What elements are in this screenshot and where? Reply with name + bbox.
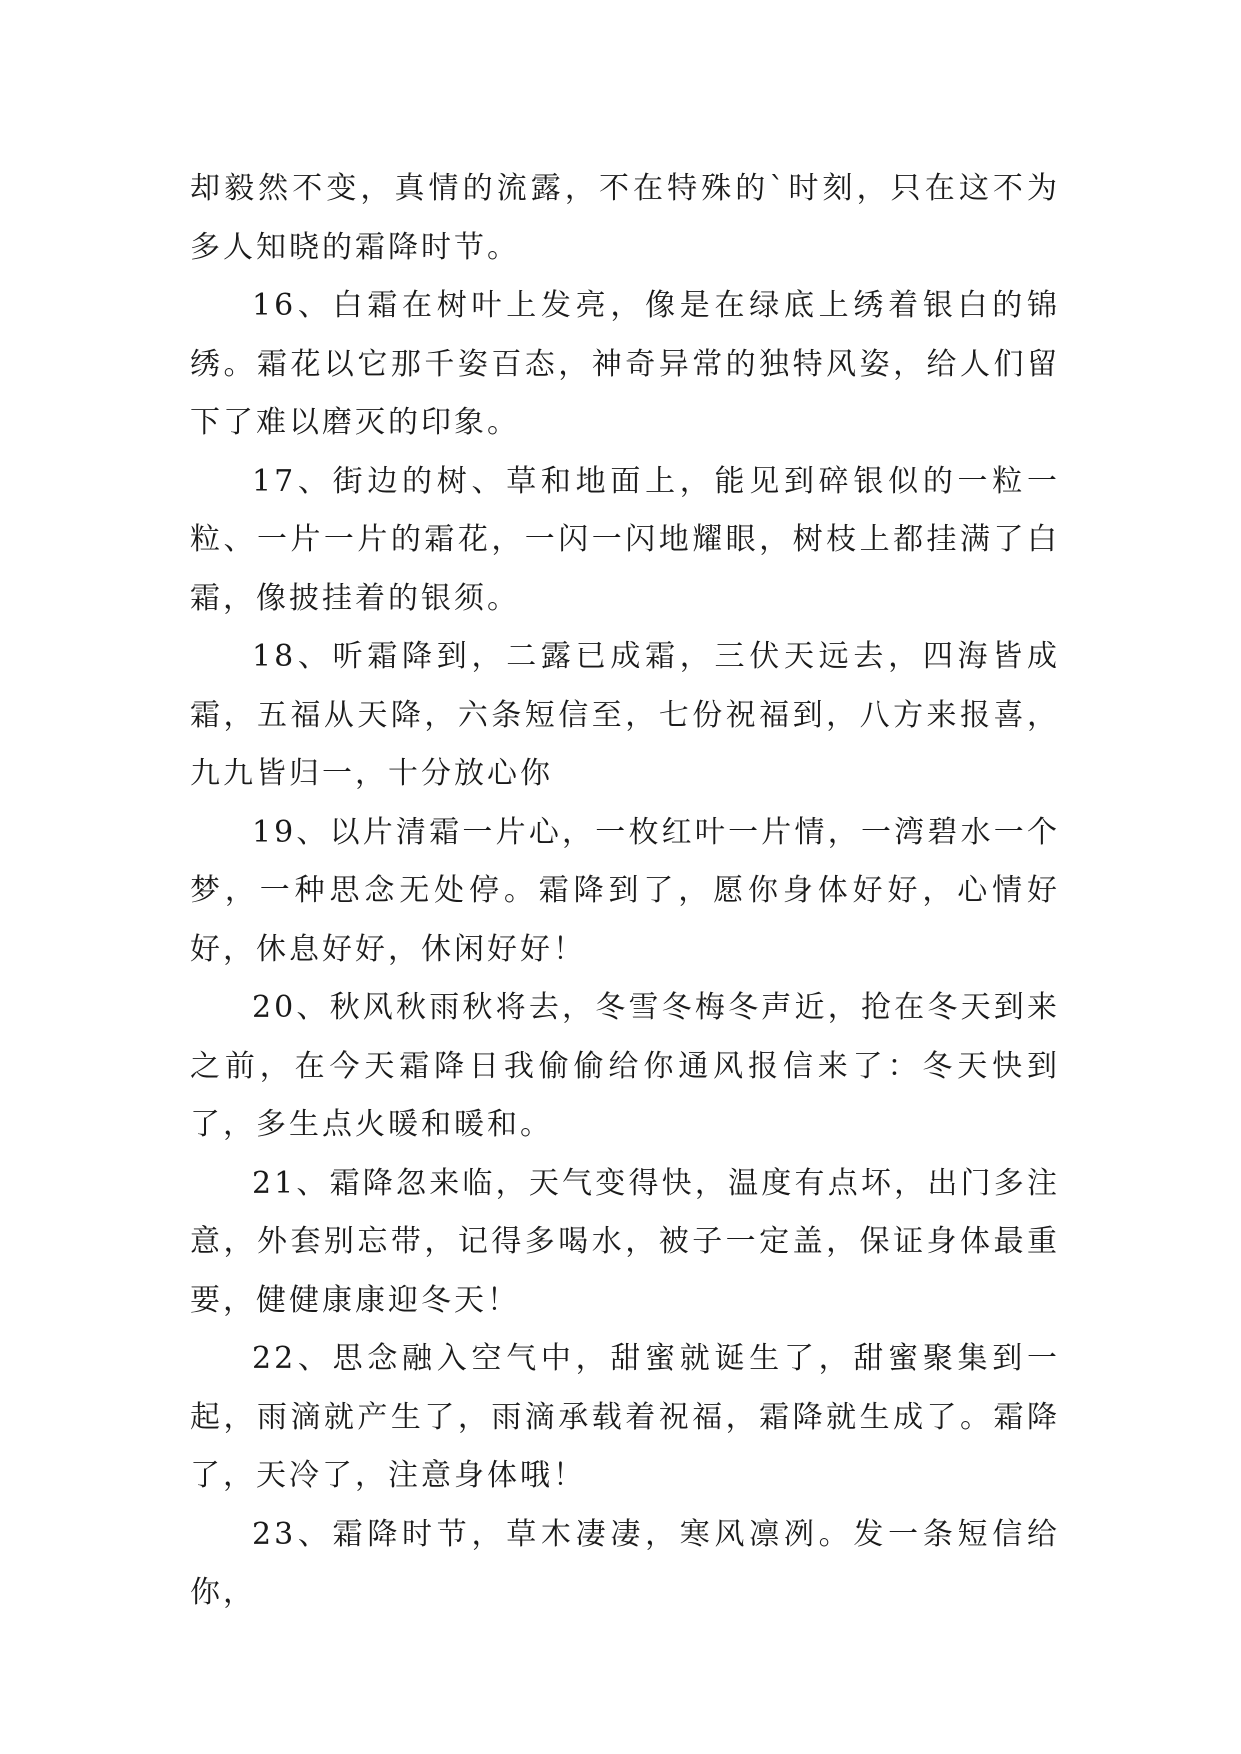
paragraph-16: 16、白霜在树叶上发亮，像是在绿底上绣着银白的锦绣。霜花以它那千姿百态，神奇异常的独特风姿，给人们留下了难以磨灭的印象。: [190, 288, 1060, 440]
document-body: [190, 160, 1060, 1623]
paragraph-continuation: 却毅然不变，真情的流露，不在特殊的`时刻，只在这不为多人知晓的霜降时节。: [190, 171, 1060, 265]
paragraph-23: 23、霜降时节，草木凄凄，寒风凛冽。发一条短信给你，: [190, 1516, 1060, 1610]
paragraph-17: 17、街边的树、草和地面上，能见到碎银似的一粒一粒、一片一片的霜花，一闪一闪地耀眼，树枝上都挂满了白霜，像披挂着的银须。: [190, 463, 1060, 616]
paragraph-19: 19、以片清霜一片心，一枚红叶一片情，一湾碧水一个梦，一种思念无处停。霜降到了，愿你身体好好，心情好好，休息好好，休闲好好！: [190, 814, 1060, 967]
paragraph-21: 21、霜降忽来临，天气变得快，温度有点坏，出门多注意，外套别忘带，记得多喝水，被子一定盖，保证身体最重要，健健康康迎冬天！: [190, 1165, 1060, 1318]
paragraph-18: 18、听霜降到，二露已成霜，三伏天远去，四海皆成霜，五福从天降，六条短信至，七份祝福到，八方来报喜，九九皆归一，十分放心你: [190, 639, 1060, 791]
paragraph-20: 20、秋风秋雨秋将去，冬雪冬梅冬声近，抢在冬天到来之前，在今天霜降日我偷偷给你通风报信来了：冬天快到了，多生点火暖和暖和。: [190, 990, 1060, 1142]
paragraph-22: 22、思念融入空气中，甜蜜就诞生了，甜蜜聚集到一起，雨滴就产生了，雨滴承载着祝福，霜降就生成了。霜降了，天冷了，注意身体哦！: [190, 1341, 1060, 1493]
